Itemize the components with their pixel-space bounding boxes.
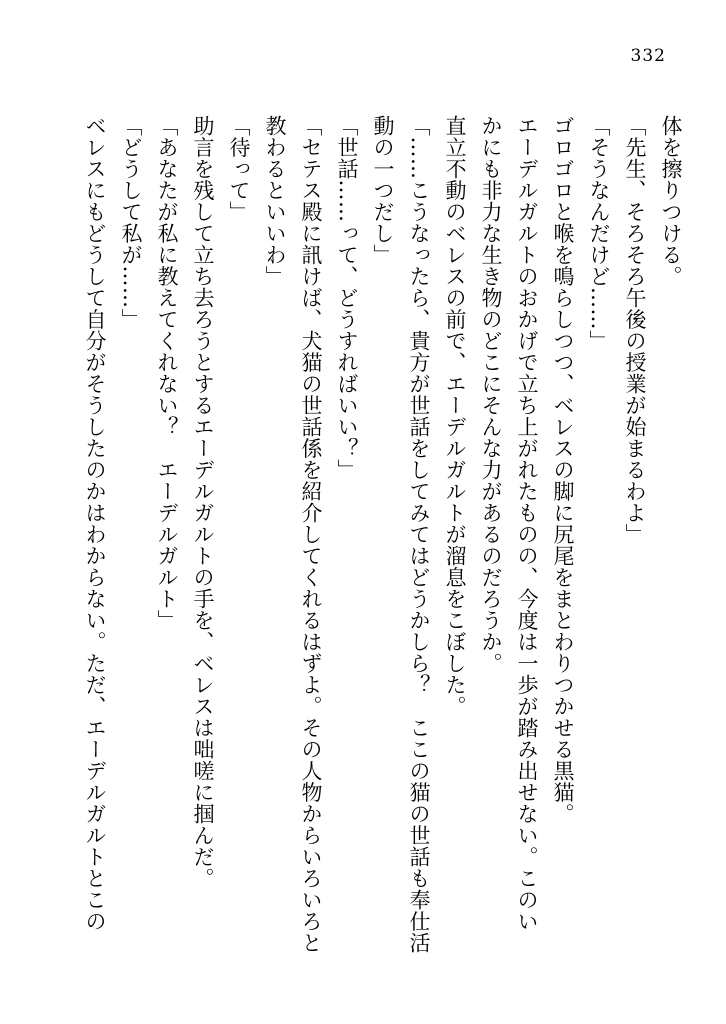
text-line: ベレスにもどうして自分がそうしたのかはわからない。ただ、エーデルガルトとこの — [83, 115, 107, 932]
text-line: 「そうなんだけど……」 — [587, 115, 611, 352]
text-line: 助言を残して立ち去ろうとするエーデルガルトの手を、ベレスは咄嗟に掴んだ。 — [191, 115, 215, 889]
text-line: 「待って」 — [227, 115, 251, 223]
text-line: 動の一つだし」 — [371, 115, 395, 266]
vertical-text-block — [77, 115, 689, 995]
text-line: 直立不動のベレスの前で、エーデルガルトが溜息をこぼした。 — [443, 115, 467, 717]
text-line: 「……こうなったら、貴方が世話をしてみてはどうかしら？ ここの猫の世話も奉仕活 — [407, 115, 431, 954]
page-number: 332 — [630, 46, 666, 66]
text-line: 「セテス殿に訊けば、犬猫の世話係を紹介してくれるはずよ。その人物からいろいろと — [299, 115, 323, 954]
text-line: 教わるといいわ」 — [263, 115, 287, 287]
text-line: ゴロゴロと喉を鳴らしつつ、ベレスの脚に尻尾をまとわりつかせる黒猫。 — [551, 115, 575, 825]
text-line: 「あなたが私に教えてくれない？ エーデルガルト」 — [155, 115, 179, 631]
text-line: エーデルガルトのおかげで立ち上がれたものの、今度は一歩が踏み出せない。このい — [515, 115, 539, 932]
text-line: 「先生、そろそろ午後の授業が始まるわよ」 — [623, 115, 647, 545]
text-line: 「どうして私が……」 — [119, 115, 143, 330]
text-line: かにも非力な生き物のどこにそんな力があるのだろうか。 — [479, 115, 503, 674]
text-line: 体を擦りつける。 — [659, 115, 683, 287]
text-line: 「世話……って、どうすればいい？」 — [335, 115, 359, 481]
